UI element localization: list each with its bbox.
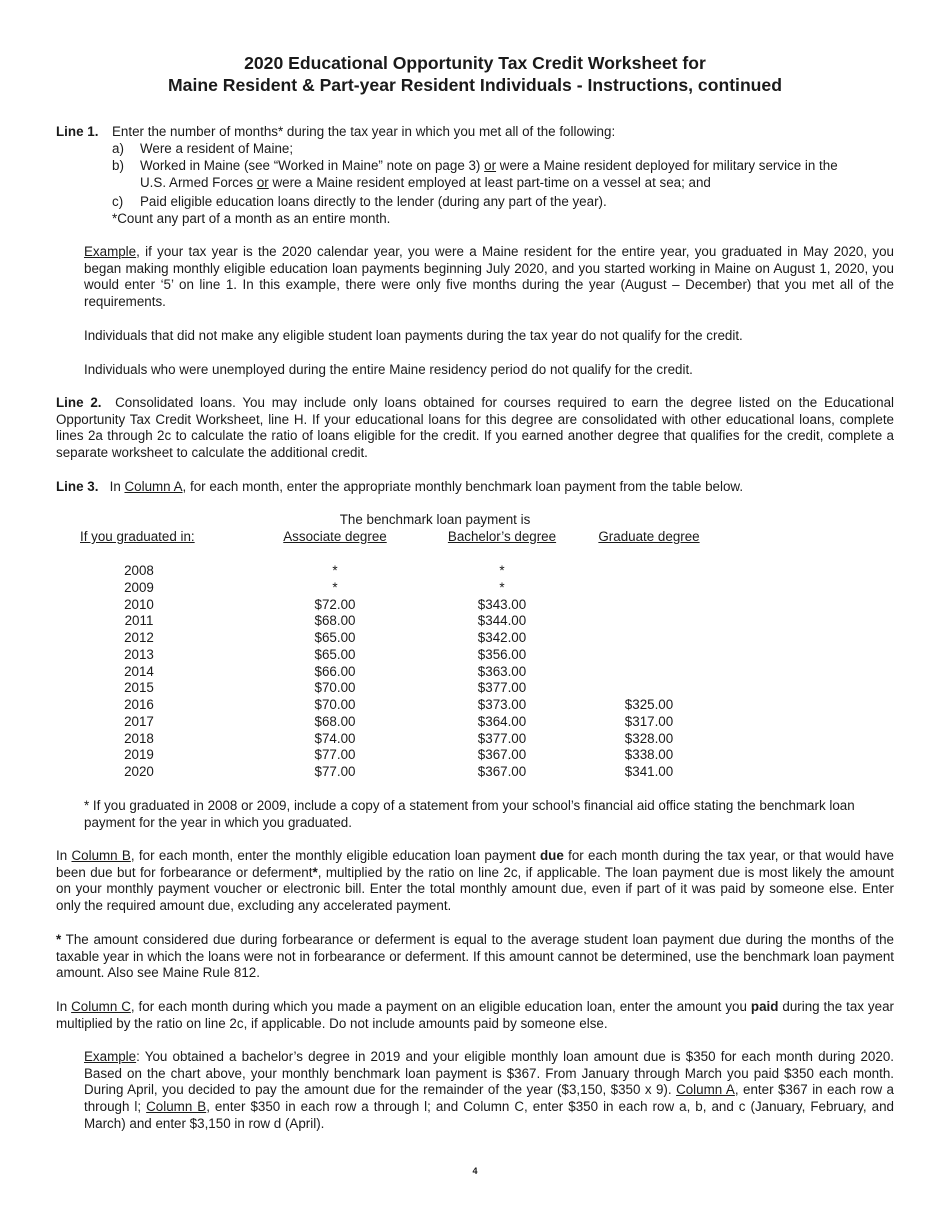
line1-label: Line 1.	[56, 124, 99, 139]
table-header-bachelor: Bachelor’s degree	[447, 529, 557, 544]
line2-paragraph	[56, 395, 894, 462]
associate-cell: *	[332, 579, 338, 595]
forbearance-paragraph	[56, 932, 894, 982]
table-row	[0, 630, 950, 647]
page-title-line-2: Maine Resident & Part-year Resident Individuals - Instructions, continued	[168, 75, 782, 95]
example2-label: Example	[84, 1049, 137, 1064]
bachelor-cell: $367.00	[477, 747, 527, 763]
year-cell: 2016	[124, 697, 154, 712]
line3-label: Line 3.	[56, 479, 99, 494]
table-header-year: If you graduated in:	[80, 529, 195, 544]
line1-b-text-2	[140, 175, 900, 192]
line1-intro: Enter the number of months* during the tax year in which you met all of the following:	[112, 124, 616, 139]
line3-column-a: Column A	[124, 479, 183, 494]
example2-paragraph	[84, 1049, 894, 1133]
line1-para-unemployed: Individuals who were unemployed during the entire Maine residency period do not qualify for the credit.	[84, 362, 693, 377]
line1-b-part3: U.S. Armed Forces	[140, 175, 257, 190]
colb-label: Column B	[71, 848, 131, 863]
associate-cell: $77.00	[314, 747, 356, 763]
table-row	[0, 764, 950, 781]
associate-cell: *	[332, 563, 338, 578]
associate-cell: $72.00	[314, 596, 356, 612]
year-cell: 2015	[124, 680, 154, 696]
year-cell: 2019	[124, 747, 154, 763]
line1-b-or1: or	[484, 158, 497, 173]
colb-due: due	[539, 848, 564, 863]
line1-c-text: Paid eligible education loans directly to the lender (during any part of the year).	[140, 194, 607, 209]
bachelor-cell: $363.00	[477, 663, 527, 679]
graduate-cell: $325.00	[624, 697, 674, 712]
associate-cell: $65.00	[314, 646, 356, 662]
line1-b-marker: b)	[112, 158, 124, 173]
line3-pre: In	[109, 479, 125, 494]
colb-part1: , for each month, enter the monthly eligible education loan payment	[130, 848, 540, 863]
line1-b-text	[140, 158, 900, 175]
line1-a-text: Were a resident of Maine;	[140, 141, 294, 156]
line1-b-part4: were a Maine resident employed at least part-time on a vessel at sea; and	[268, 175, 711, 190]
line1-b-part2: were a Maine resident deployed for military service in the	[496, 158, 838, 173]
table-row	[0, 714, 950, 731]
colc-part1: , for each month during which you made a payment on an eligible education loan, enter the amount you	[130, 999, 751, 1014]
year-cell: 2020	[124, 764, 154, 779]
associate-cell: $68.00	[314, 613, 356, 629]
table-header-graduate: Graduate degree	[598, 529, 700, 544]
year-cell: 2014	[124, 663, 154, 679]
table-row	[0, 580, 950, 597]
example2-part3: , enter $350 in each row a through l; and Column C, enter $350 in each row a, b, and c (January, February, and March) and enter $3,150 in row d (April).	[84, 1099, 894, 1131]
bachelor-cell: $364.00	[477, 713, 527, 729]
associate-cell: $70.00	[314, 680, 356, 696]
colc-part2: during the tax year multiplied by the ratio on line 2c, if applicable. Do not include amounts paid by someone else.	[56, 999, 894, 1031]
line3-paragraph	[56, 479, 894, 496]
example2-col-b: Column B	[146, 1099, 207, 1115]
example2-part2: , enter $367 in each row a through l;	[84, 1082, 894, 1115]
graduate-cell: $341.00	[624, 764, 674, 779]
associate-cell: $65.00	[314, 630, 356, 645]
table-header-associate: Associate degree	[283, 529, 387, 544]
colb-pre: In	[56, 848, 72, 863]
colc-label: Column C	[71, 999, 131, 1014]
line1-b-part1: Worked in Maine (see “Worked in Maine” note on page 3)	[140, 158, 485, 173]
table-row	[0, 563, 950, 580]
year-cell: 2013	[124, 646, 154, 662]
column-c-paragraph	[56, 999, 894, 1032]
associate-cell: $74.00	[314, 730, 356, 746]
colc-paid: paid	[750, 999, 779, 1014]
year-cell: 2010	[124, 596, 154, 612]
colb-part3: , multiplied by the ratio on line 2c, if applicable. The loan payment due is most likely the amount on your monthly payment voucher or electronic bill. Enter the total monthly amount due, even if part of it was paid by someone else. Enter only the required amount due, excluding any accelerated payment.	[56, 864, 894, 914]
line3-post: , for each month, enter the appropriate monthly benchmark loan payment from the table below.	[182, 479, 744, 494]
forbearance-star: *	[56, 932, 62, 947]
bachelor-cell: *	[499, 579, 505, 595]
example-label: Example	[84, 244, 137, 259]
year-cell: 2008	[124, 563, 154, 578]
bachelor-cell: $377.00	[477, 680, 527, 696]
table-row	[0, 680, 950, 697]
colb-star: *	[312, 864, 318, 880]
table-caption: The benchmark loan payment is	[339, 512, 531, 527]
associate-cell: $66.00	[314, 663, 356, 679]
bachelor-cell: $344.00	[477, 613, 527, 629]
table-footnote: * If you graduated in 2008 or 2009, include a copy of a statement from your school’s financial aid office stating the benchmark loan payment for the year in which you graduated.	[84, 798, 855, 830]
forbearance-text: The amount considered due during forbearance or deferment is equal to the average student loan payment due during the months of the taxable year in which the loans were not in forbearance or deferment. If this amount cannot be determined, use the benchmark loan payment amount. Also see Maine Rule 812.	[56, 932, 894, 981]
bachelor-cell: $373.00	[477, 697, 527, 712]
line1-note: *Count any part of a month as an entire month.	[112, 211, 391, 226]
column-b-paragraph	[56, 848, 894, 915]
associate-cell: $68.00	[314, 713, 356, 729]
bachelor-cell: $367.00	[477, 764, 527, 779]
example2-part1: : You obtained a bachelor’s degree in 2019 and your eligible monthly loan amount due is $350 for each month during 2020. Based on the chart above, your monthly benchmark loan payment is $367. From January through March you paid $350 each month. During April, you decided to pay the amount due for the remainder of the year ($3,150, $350 x 9).	[84, 1049, 894, 1098]
example-text: , if your tax year is the 2020 calendar year, you were a Maine resident for the entire year, you graduated in May 2020, you began making monthly eligible education loan payments beginning July 2020, and you started working in Maine on August 1, 2020, you would enter ‘5’ on line 1. In this example, there were only five months during the year (August – December) that you met all of the requirements.	[84, 244, 894, 310]
bachelor-cell: $342.00	[477, 630, 527, 645]
year-cell: 2009	[124, 579, 154, 595]
associate-cell: $77.00	[314, 764, 356, 779]
colb-part2: for each month during the tax year, or that would have been due but for forbearance or deferment	[56, 848, 894, 880]
line1-b-or2: or	[256, 175, 269, 190]
bachelor-cell: $343.00	[477, 596, 527, 612]
table-row	[0, 731, 950, 748]
table-row	[0, 613, 950, 630]
graduate-cell: $317.00	[624, 713, 674, 729]
bachelor-cell: *	[499, 563, 505, 578]
line2-text: Consolidated loans. You may include only loans obtained for courses required to earn the degree listed on the Educational Opportunity Tax Credit Worksheet, line H. If your educational loans for this degree are consolidated with other educational loans, complete lines 2a through 2c to calculate the ratio of loans eligible for the credit. If you earned another degree that qualifies for the credit, complete a separate worksheet to calculate the additional credit.	[56, 395, 894, 461]
colc-pre: In	[56, 999, 72, 1014]
table-row	[0, 747, 950, 764]
line2-label: Line 2.	[56, 395, 102, 410]
table-row	[0, 664, 950, 681]
graduate-cell: $328.00	[624, 730, 674, 746]
page-title-line-1: 2020 Educational Opportunity Tax Credit Worksheet for	[244, 53, 706, 73]
bachelor-cell: $377.00	[477, 730, 527, 746]
page-number: 4	[472, 1166, 478, 1176]
year-cell: 2011	[124, 613, 154, 629]
table-row	[0, 697, 950, 714]
table-row	[0, 597, 950, 614]
line1-example	[84, 244, 894, 311]
line1-para-no-payments: Individuals that did not make any eligible student loan payments during the tax year do not qualify for the credit.	[84, 328, 743, 343]
year-cell: 2017	[124, 713, 154, 729]
bachelor-cell: $356.00	[477, 646, 527, 662]
line1-c-marker: c)	[112, 194, 124, 209]
graduate-cell: $338.00	[624, 747, 674, 763]
example2-col-a: Column A	[676, 1082, 735, 1098]
table-row	[0, 647, 950, 664]
associate-cell: $70.00	[314, 697, 356, 712]
year-cell: 2012	[124, 630, 154, 645]
line1-a-marker: a)	[112, 141, 124, 156]
year-cell: 2018	[124, 730, 154, 746]
